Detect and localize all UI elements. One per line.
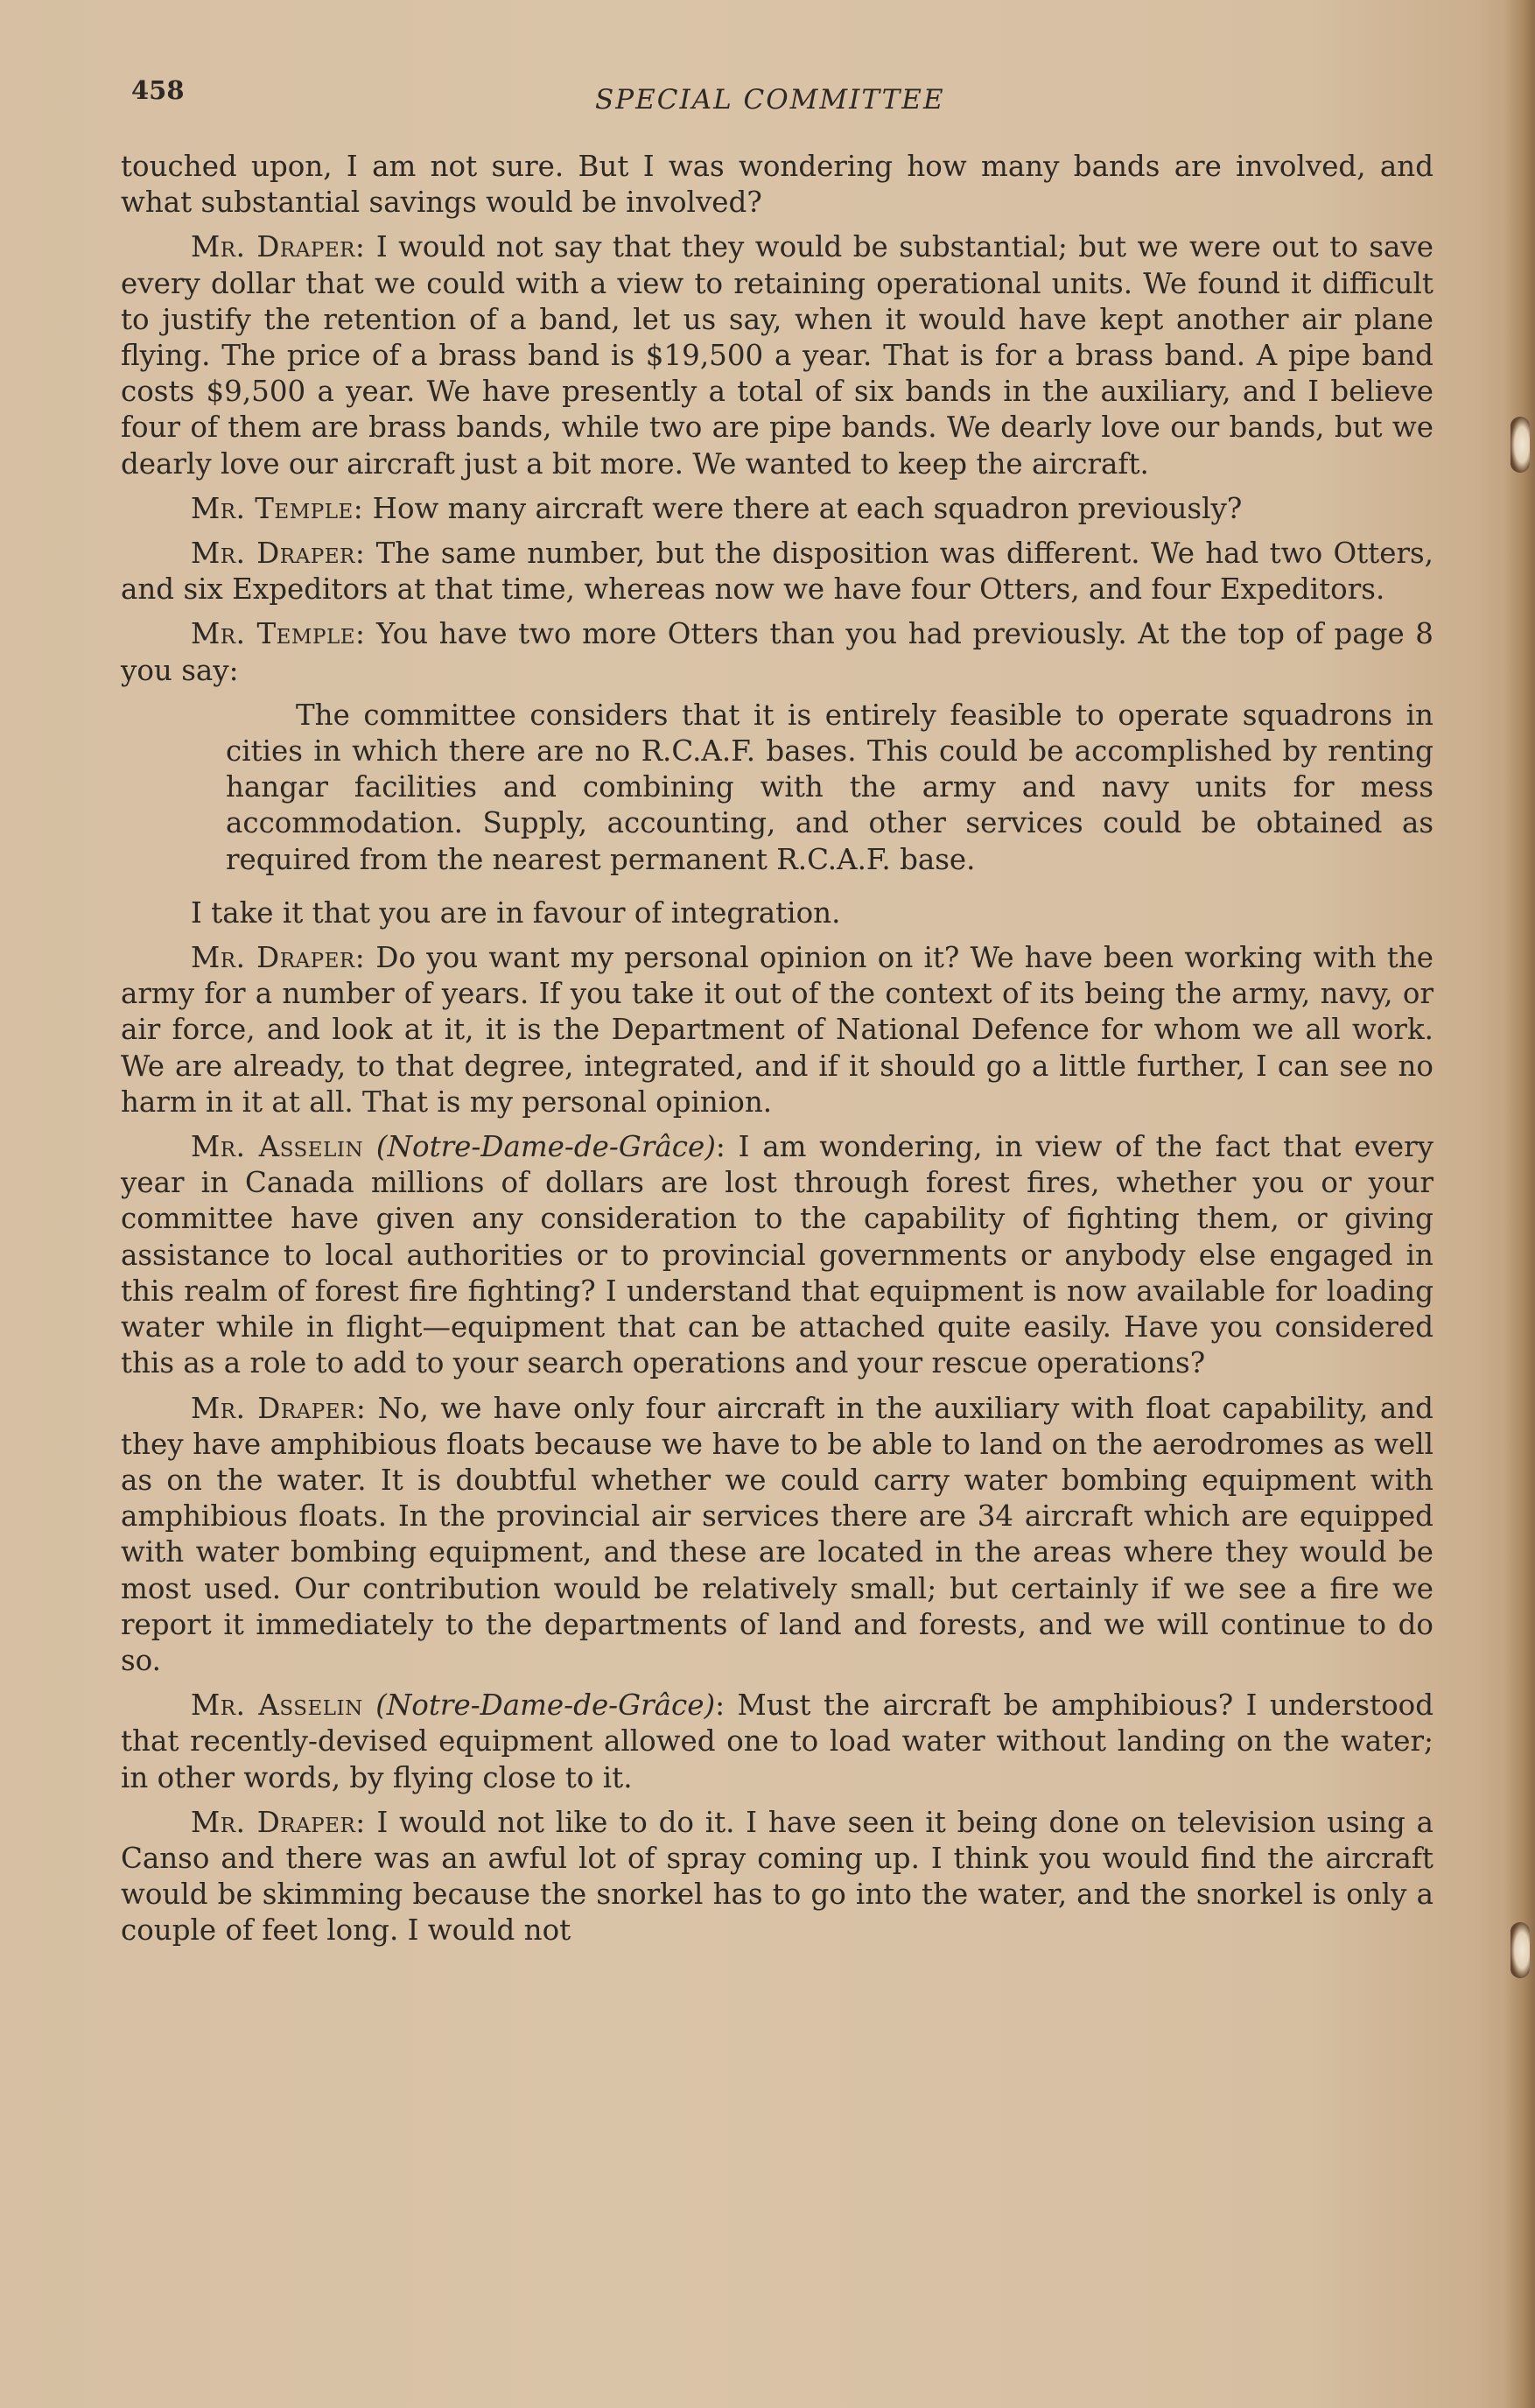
paragraph-asselin-fires xyxy=(121,1129,1433,1381)
paragraph-text: I would not like to do it. I have seen it being done on television using a Canso and there was an awful lot of spray coming up. I think you would find the aircraft would be skimming because the snorkel has to go into the water, and the snorkel is only a couple of feet long. I would not xyxy=(121,1805,1433,1948)
speaker-name: Mr. Draper: xyxy=(191,1805,366,1839)
paragraph-draper-snorkel xyxy=(121,1805,1433,1949)
riding-name: (Notre-Dame-de-Grâce) xyxy=(375,1688,716,1723)
speaker-name: Mr. Asselin xyxy=(191,1688,363,1723)
speaker-name: Mr. Draper: xyxy=(191,537,366,571)
paragraph-text: : Must the aircraft be amphibious? I understood that recently-devised equipment allowed one to load water without landing on the water; in other words, by flying close to it. xyxy=(121,1688,1434,1794)
speaker-name: Mr. Temple: xyxy=(191,491,364,525)
paragraph-draper-bands xyxy=(121,229,1433,481)
speaker-name: Mr. Draper: xyxy=(191,941,366,975)
paragraph-continuation xyxy=(121,149,1433,221)
transcript-body xyxy=(121,149,1433,1958)
paragraph-text: touched upon, I am not sure. But I was wondering how many bands are involved, and what substantial savings would be involved? xyxy=(121,150,1433,220)
paragraph-temple-otters xyxy=(121,616,1433,688)
binding-hole-upper xyxy=(1510,417,1530,473)
paragraph-text: How many aircraft were there at each squadron previously? xyxy=(363,491,1243,525)
quote-text: The committee considers that it is entirely feasible to operate squadrons in cities in which there are no R.C.A.F. bases. This could be accomplished by renting hangar facilities and combining with the army and navy units for mess accommodation. Supply, accounting, and other services could be obtained as required from the nearest permanent R.C.A.F. base. xyxy=(226,698,1433,876)
paragraph-text: You have two more Otters than you had previously. At the top of page 8 you say: xyxy=(121,617,1433,687)
paragraph-draper-disposition xyxy=(121,536,1433,607)
page-number: 458 xyxy=(131,75,185,105)
paragraph-draper-opinion xyxy=(121,940,1433,1120)
paragraph-text: No, we have only four aircraft in the auxiliary with float capability, and they have amphibious floats because we have to be able to land on the aerodromes as well as on the water. It is doubtful whether we could carry water bombing equipment with amphibious floats. In the provincial air services there are 34 aircraft which are equipped with water bombing equipment, and these are located in the areas where they would be most used. Our contribution would be relatively small; but certainly if we see a fire we report it immediately to the departments of land and forests, and we will continue to do so. xyxy=(121,1391,1433,1677)
speaker-name: Mr. Draper: xyxy=(191,230,366,264)
paragraph-temple-aircraft xyxy=(121,491,1433,527)
paragraph-text: The same number, but the disposition was different. We had two Otters, and six Expeditors at that time, whereas now we have four Otters, and four Expeditors. xyxy=(121,537,1433,607)
page-binding-edge xyxy=(1505,0,1535,2408)
paragraph-integration xyxy=(121,895,1433,931)
running-head: SPECIAL COMMITTEE xyxy=(595,84,945,116)
block-quote xyxy=(226,698,1433,878)
paragraph-text: : I am wondering, in view of the fact that every year in Canada millions of dollars are lost through forest fires, whether you or your committee have given any consideration to the capability of fighting them, or giving assistance to local authorities or to provincial governments or anybody else engaged in this realm of forest fire fighting? I understand that equipment is now available for loading water while in flight—equipment that can be attached quite easily. Have you considered this as a role to add to your search operations and your rescue operations? xyxy=(121,1130,1434,1380)
paragraph-draper-floats xyxy=(121,1391,1433,1680)
paragraph-text: Do you want my personal opinion on it? We have been working with the army for a number of years. If you take it out of the context of its being the army, navy, or air force, and look at it, it is the Department of National Defence for whom we all work. We are already, to that degree, integrated, and if it should go a little further, I can see no harm in it at all. That is my personal opinion. xyxy=(121,941,1434,1119)
paragraph-text: I would not say that they would be substantial; but we were out to save every dollar that we could with a view to retaining operational units. We found it difficult to justify the retention of a band, let us say, when it would have kept another air plane flying. The price of a brass band is $19,500 a year. That is for a brass band. A pipe band costs $9,500 a year. We have presently a total of six bands in the auxiliary, and I believe four of them are brass bands, while two are pipe bands. We dearly love our bands, but we dearly love our aircraft just a bit more. We wanted to keep the aircraft. xyxy=(121,230,1433,481)
paragraph-asselin-amphibious xyxy=(121,1688,1433,1796)
paragraph-text: I take it that you are in favour of integration. xyxy=(191,895,841,930)
page-header xyxy=(131,75,1435,124)
speaker-name: Mr. Draper: xyxy=(191,1391,367,1425)
riding-name: (Notre-Dame-de-Grâce) xyxy=(375,1130,716,1164)
binding-hole-lower xyxy=(1510,1922,1530,1978)
speaker-name: Mr. Temple: xyxy=(191,617,366,651)
speaker-name: Mr. Asselin xyxy=(191,1130,364,1164)
